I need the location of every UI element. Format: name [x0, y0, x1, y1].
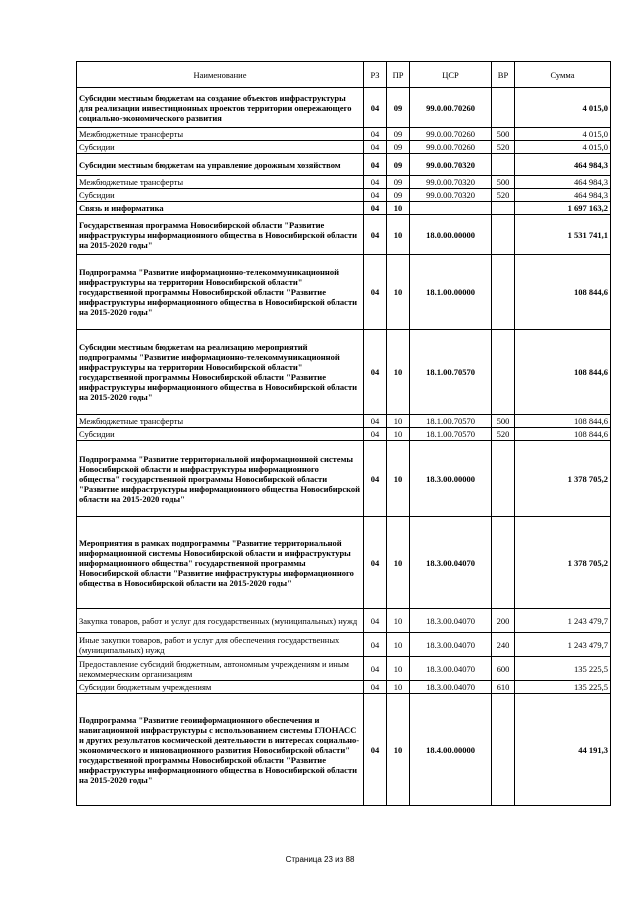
header-pr: ПР — [387, 62, 410, 88]
cell-vr: 500 — [492, 128, 515, 141]
header-rz: РЗ — [364, 62, 387, 88]
cell-csr: 18.3.00.04070 — [410, 517, 492, 609]
cell-sum: 1 531 741,1 — [515, 215, 611, 255]
cell-pr: 10 — [387, 694, 410, 806]
cell-csr: 18.3.00.04070 — [410, 657, 492, 681]
cell-rz: 04 — [364, 176, 387, 189]
cell-name: Подпрограмма "Развитие территориальной информационной системы Новосибирской области и инфраструктуры информационного общества" государственной программы Новосибирской области "Развитие инфраструктуры информационного общества Новосибирской области на 2015-2020 годы" — [77, 441, 364, 517]
cell-rz: 04 — [364, 694, 387, 806]
cell-rz: 04 — [364, 517, 387, 609]
cell-name: Предоставление субсидий бюджетным, автономным учреждениям и иным некоммерческим организациям — [77, 657, 364, 681]
cell-csr: 18.1.00.70570 — [410, 415, 492, 428]
header-vr: ВР — [492, 62, 515, 88]
cell-name: Подпрограмма "Развитие информационно-телекоммуникационной инфраструктуры на территории Новосибирской области" государственной программы Новосибирской области "Развитие инфраструктуры информационного общества в Новосибирской области на 2015-2020 годы" — [77, 255, 364, 330]
cell-rz: 04 — [364, 415, 387, 428]
cell-rz: 04 — [364, 609, 387, 633]
cell-pr: 09 — [387, 189, 410, 202]
table-row — [77, 609, 611, 633]
cell-sum: 4 015,0 — [515, 128, 611, 141]
cell-csr: 99.0.00.70320 — [410, 154, 492, 176]
cell-pr: 10 — [387, 517, 410, 609]
cell-pr: 10 — [387, 415, 410, 428]
cell-name: Субсидии бюджетным учреждениям — [77, 681, 364, 694]
cell-pr: 10 — [387, 215, 410, 255]
table-row — [77, 633, 611, 657]
cell-sum: 108 844,6 — [515, 428, 611, 441]
header-sum: Сумма — [515, 62, 611, 88]
table-row — [77, 88, 611, 128]
cell-vr — [492, 202, 515, 215]
cell-sum: 464 984,3 — [515, 154, 611, 176]
cell-csr: 18.1.00.70570 — [410, 330, 492, 415]
cell-vr — [492, 330, 515, 415]
cell-csr: 99.0.00.70260 — [410, 141, 492, 154]
cell-csr: 18.3.00.04070 — [410, 633, 492, 657]
cell-pr: 10 — [387, 609, 410, 633]
cell-rz: 04 — [364, 189, 387, 202]
cell-vr: 240 — [492, 633, 515, 657]
cell-pr: 10 — [387, 657, 410, 681]
cell-sum: 135 225,5 — [515, 657, 611, 681]
cell-name: Субсидии — [77, 141, 364, 154]
page-number: Страница 23 из 88 — [285, 855, 355, 864]
header-csr: ЦСР — [410, 62, 492, 88]
cell-vr — [492, 694, 515, 806]
table-row — [77, 657, 611, 681]
cell-name: Межбюджетные трансферты — [77, 128, 364, 141]
cell-pr: 09 — [387, 128, 410, 141]
cell-sum: 464 984,3 — [515, 176, 611, 189]
cell-pr: 09 — [387, 141, 410, 154]
cell-vr: 520 — [492, 428, 515, 441]
cell-sum: 44 191,3 — [515, 694, 611, 806]
cell-rz: 04 — [364, 657, 387, 681]
cell-vr: 500 — [492, 176, 515, 189]
cell-vr — [492, 517, 515, 609]
table-row — [77, 189, 611, 202]
cell-name: Межбюджетные трансферты — [77, 415, 364, 428]
cell-rz: 04 — [364, 154, 387, 176]
cell-rz: 04 — [364, 88, 387, 128]
cell-name: Субсидии — [77, 428, 364, 441]
cell-name: Субсидии местным бюджетам на реализацию мероприятий подпрограммы "Развитие информационно-телекоммуникационной инфраструктуры на территории Новосибирской области" государственной программы Новосибирской области "Развитие инфраструктуры информационного общества в Новосибирской области на 2015-2020 годы" — [77, 330, 364, 415]
cell-name: Субсидии местным бюджетам на управление дорожным хозяйством — [77, 154, 364, 176]
cell-vr: 520 — [492, 141, 515, 154]
cell-rz: 04 — [364, 330, 387, 415]
cell-sum: 1 378 705,2 — [515, 441, 611, 517]
cell-rz: 04 — [364, 202, 387, 215]
cell-rz: 04 — [364, 428, 387, 441]
cell-csr: 18.0.00.00000 — [410, 215, 492, 255]
cell-name: Государственная программа Новосибирской области "Развитие инфраструктуры информационного общества в Новосибирской области на 2015-2020 годы" — [77, 215, 364, 255]
cell-pr: 10 — [387, 428, 410, 441]
cell-vr — [492, 255, 515, 330]
cell-vr — [492, 88, 515, 128]
cell-pr: 10 — [387, 441, 410, 517]
cell-name: Закупка товаров, работ и услуг для государственных (муниципальных) нужд — [77, 609, 364, 633]
cell-sum: 1 378 705,2 — [515, 517, 611, 609]
header-name: Наименование — [77, 62, 364, 88]
cell-rz: 04 — [364, 681, 387, 694]
header-row — [77, 62, 611, 88]
cell-rz: 04 — [364, 215, 387, 255]
cell-vr — [492, 215, 515, 255]
cell-pr: 10 — [387, 330, 410, 415]
cell-csr: 18.3.00.04070 — [410, 681, 492, 694]
cell-rz: 04 — [364, 441, 387, 517]
cell-sum: 108 844,6 — [515, 330, 611, 415]
table-row — [77, 128, 611, 141]
cell-csr: 18.3.00.00000 — [410, 441, 492, 517]
table-row — [77, 330, 611, 415]
table-row — [77, 215, 611, 255]
cell-csr: 99.0.00.70320 — [410, 189, 492, 202]
cell-pr: 10 — [387, 681, 410, 694]
cell-name: Субсидии местным бюджетам на создание объектов инфраструктуры для реализации инвестиционных проектов территории опережающего социально-экономического развития — [77, 88, 364, 128]
cell-sum: 4 015,0 — [515, 141, 611, 154]
cell-csr: 99.0.00.70260 — [410, 128, 492, 141]
cell-sum: 1 243 479,7 — [515, 633, 611, 657]
cell-csr — [410, 202, 492, 215]
cell-rz: 04 — [364, 128, 387, 141]
table-row — [77, 141, 611, 154]
cell-name: Межбюджетные трансферты — [77, 176, 364, 189]
cell-sum: 4 015,0 — [515, 88, 611, 128]
cell-name: Подпрограмма "Развитие геоинформационного обеспечения и навигационной инфраструктуры с использованием системы ГЛОНАСС и других результатов космической деятельности в интересах социально-экономического и инновационного развития Новосибирской области" государственной программы Новосибирской области "Развитие инфраструктуры информационного общества в Новосибирской области на 2015-2020 годы" — [77, 694, 364, 806]
table-row — [77, 255, 611, 330]
table-row — [77, 415, 611, 428]
cell-sum: 108 844,6 — [515, 255, 611, 330]
cell-pr: 09 — [387, 88, 410, 128]
cell-vr: 600 — [492, 657, 515, 681]
cell-sum: 1 243 479,7 — [515, 609, 611, 633]
cell-csr: 18.1.00.70570 — [410, 428, 492, 441]
cell-name: Иные закупки товаров, работ и услуг для обеспечения государственных (муниципальных) нужд — [77, 633, 364, 657]
cell-vr — [492, 154, 515, 176]
cell-pr: 09 — [387, 176, 410, 189]
table-row — [77, 428, 611, 441]
cell-rz: 04 — [364, 633, 387, 657]
cell-name: Связь и информатика — [77, 202, 364, 215]
cell-vr: 520 — [492, 189, 515, 202]
table-row — [77, 202, 611, 215]
cell-pr: 09 — [387, 154, 410, 176]
table-row — [77, 154, 611, 176]
cell-name: Мероприятия в рамках подпрограммы "Развитие территориальной информационной системы Новосибирской области и инфраструктуры информационного общества" государственной программы Новосибирской области "Развитие инфраструктуры информационного общества в Новосибирской области на 2015-2020 годы" — [77, 517, 364, 609]
table-row — [77, 441, 611, 517]
table-row — [77, 681, 611, 694]
cell-pr: 10 — [387, 255, 410, 330]
cell-csr: 18.3.00.04070 — [410, 609, 492, 633]
cell-pr: 10 — [387, 202, 410, 215]
cell-pr: 10 — [387, 633, 410, 657]
table-row — [77, 517, 611, 609]
table-row — [77, 694, 611, 806]
table-row — [77, 176, 611, 189]
cell-name: Субсидии — [77, 189, 364, 202]
cell-sum: 135 225,5 — [515, 681, 611, 694]
cell-vr: 610 — [492, 681, 515, 694]
table-body — [77, 88, 611, 806]
cell-rz: 04 — [364, 141, 387, 154]
cell-rz: 04 — [364, 255, 387, 330]
cell-csr: 18.1.00.00000 — [410, 255, 492, 330]
cell-sum: 464 984,3 — [515, 189, 611, 202]
cell-csr: 99.0.00.70260 — [410, 88, 492, 128]
cell-vr — [492, 441, 515, 517]
budget-table — [76, 61, 611, 806]
cell-csr: 18.4.00.00000 — [410, 694, 492, 806]
cell-vr: 500 — [492, 415, 515, 428]
cell-sum: 1 697 163,2 — [515, 202, 611, 215]
cell-sum: 108 844,6 — [515, 415, 611, 428]
cell-vr: 200 — [492, 609, 515, 633]
cell-csr: 99.0.00.70320 — [410, 176, 492, 189]
